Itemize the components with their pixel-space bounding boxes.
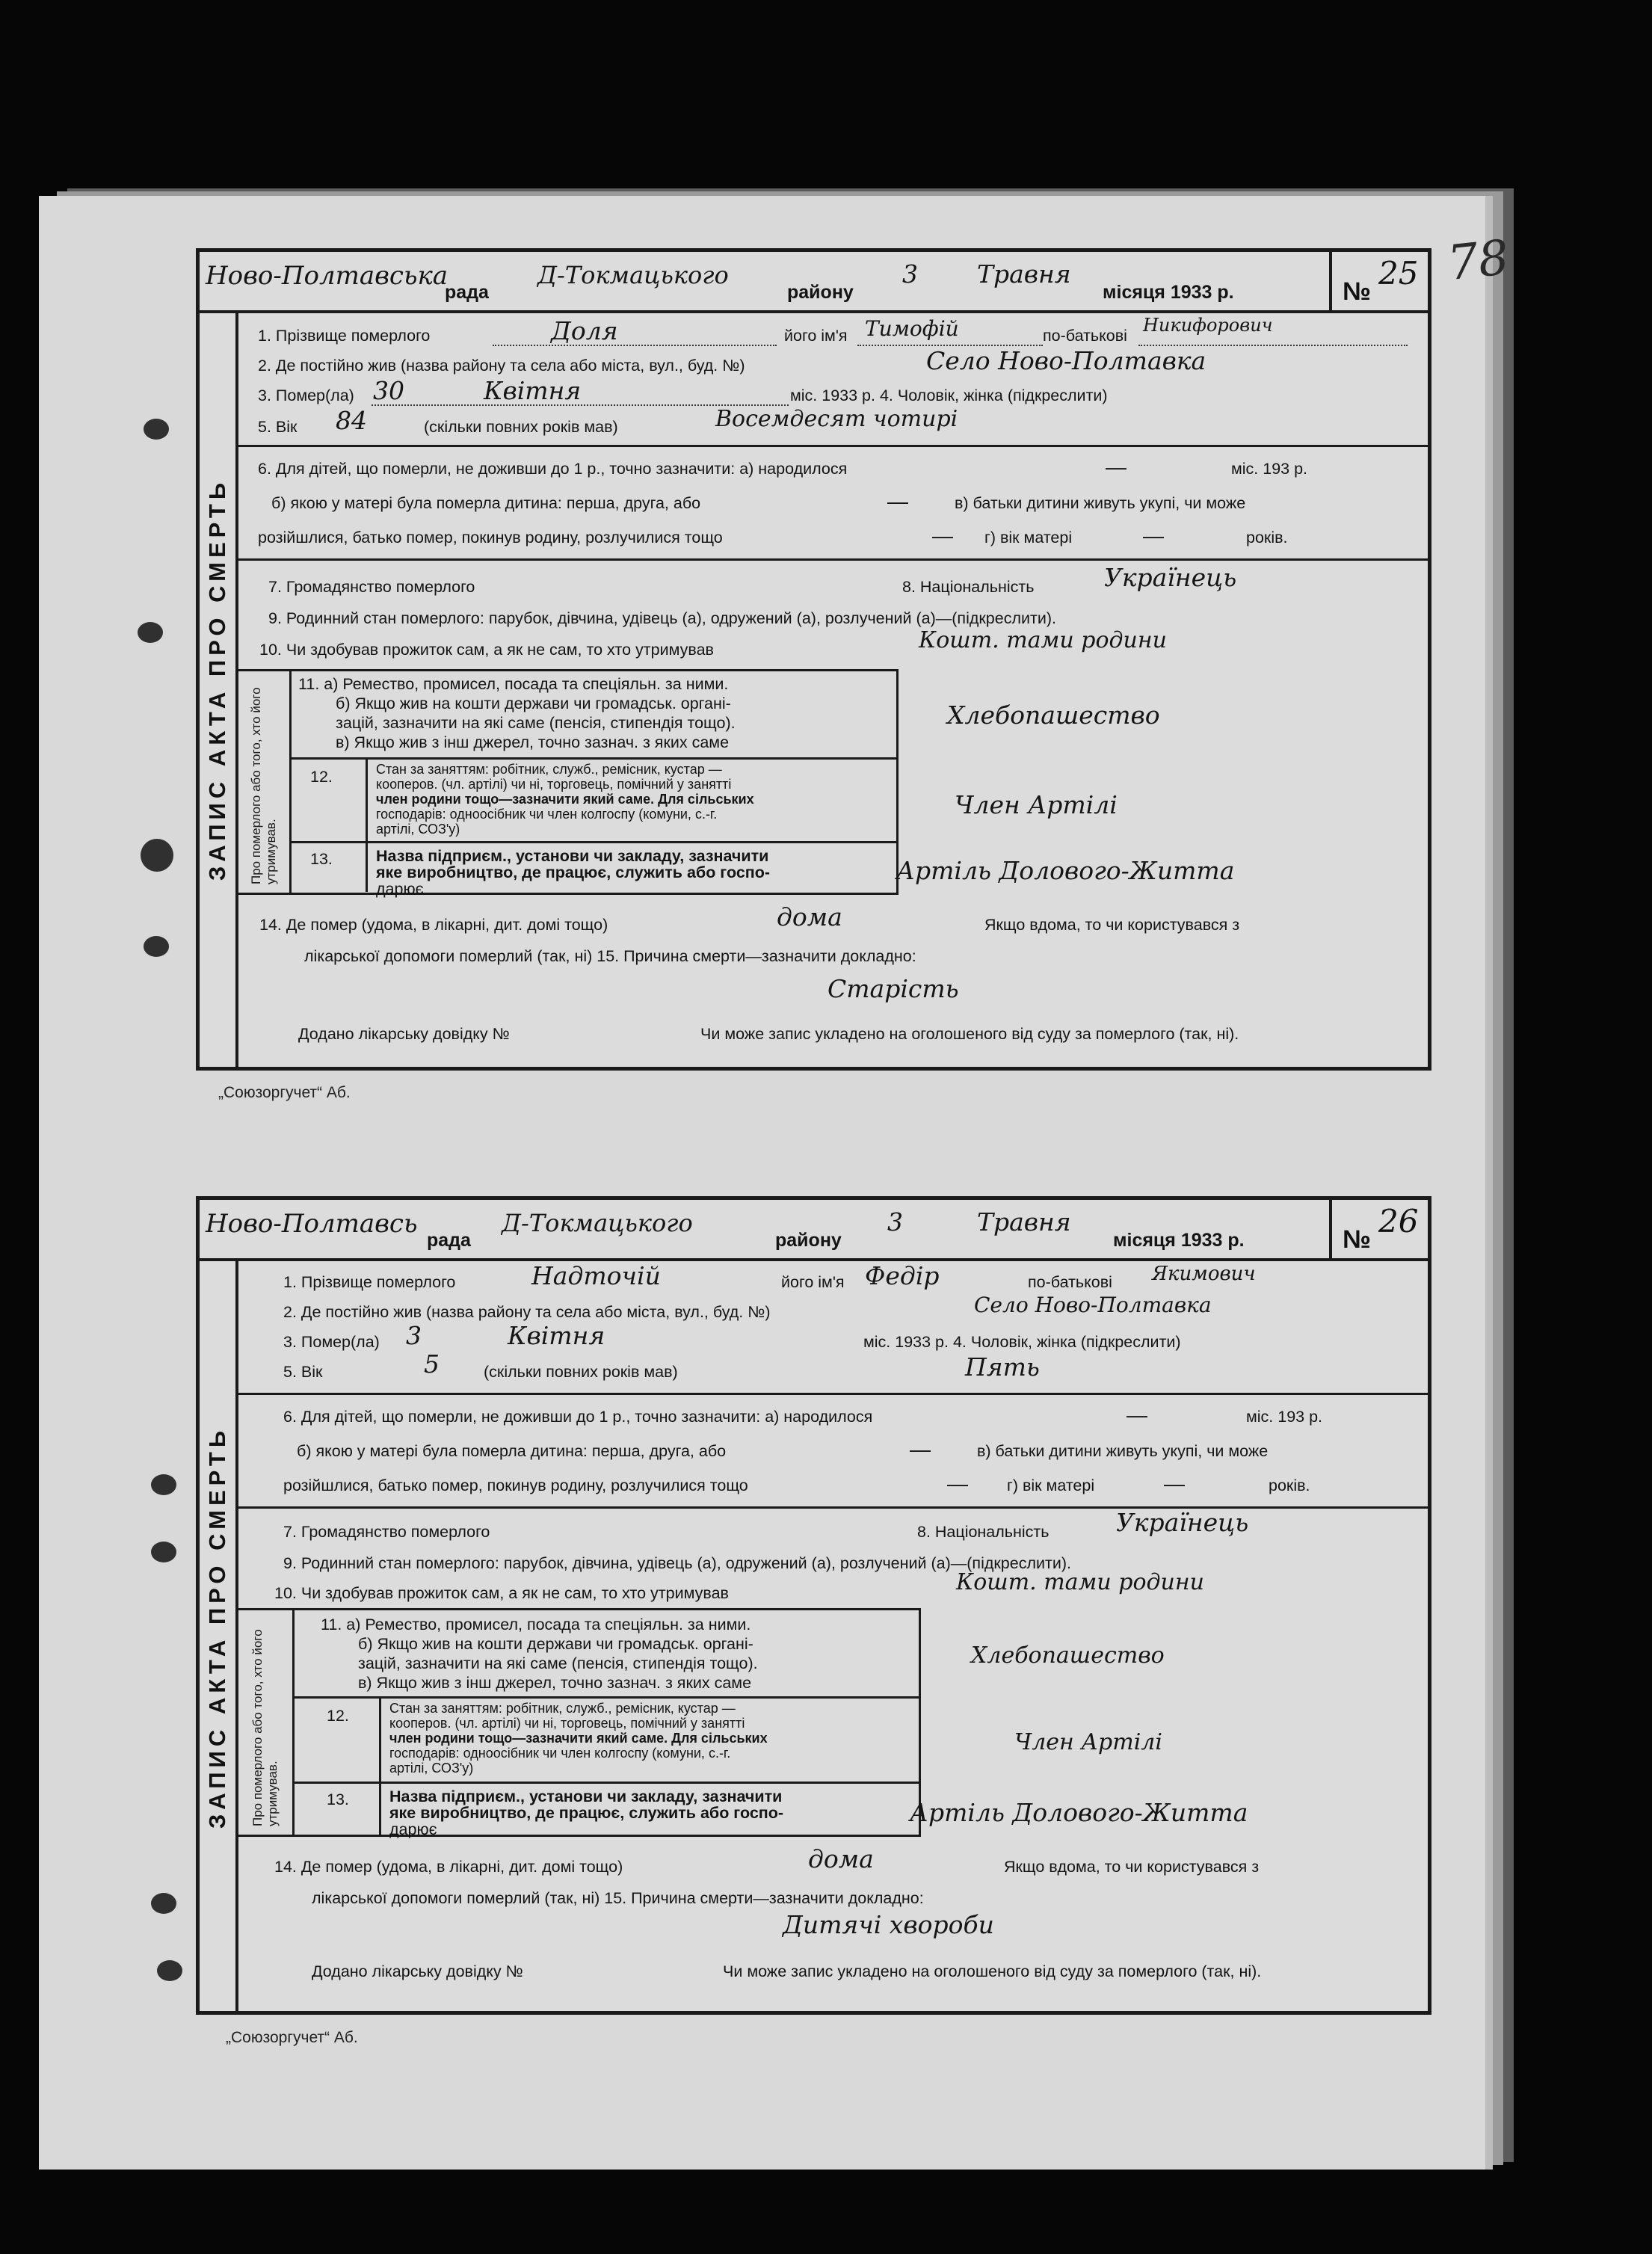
patronymic-value: Якимович [1152, 1263, 1256, 1285]
divider [292, 1782, 920, 1784]
month-year-label: місяця 1933 р. [1113, 1230, 1245, 1251]
workplace-value: Артіль Долового-Житта [896, 856, 1235, 885]
age-label: 5. Вік [258, 418, 298, 436]
name-value: Тимофій [865, 316, 959, 341]
record-number-box [1329, 252, 1428, 310]
death-month-value: Квітня [484, 376, 582, 405]
support-value: Кошт. тами родини [919, 627, 1167, 653]
binding-hole [141, 839, 173, 872]
status-value: Член Артілі [955, 790, 1118, 819]
status-c-label: член родини тощо—зазначити який саме. Для сільських [376, 792, 754, 807]
binding-hole [138, 622, 163, 643]
age-note-label: (скільки повних років мав) [484, 1363, 678, 1381]
court-record-label: Чи може запис укладено на оголошеного від суду за померлого (так, ні). [723, 1962, 1262, 1980]
occupation-c-label: в) Якщо жив з інш джерел, точно зазнач. з яких саме [336, 733, 730, 751]
side-title-column [200, 1258, 238, 2011]
death-record-card [196, 248, 1431, 1071]
mini-side-note: Про померлого або того, хто його утримував. [249, 687, 278, 884]
occupation-b2-label: зацій, зазначити на які саме (пенсія, стипендія тощо). [336, 714, 736, 732]
certificate-label: Додано лікарську довідку № [298, 1025, 510, 1043]
age-value: 5 [424, 1349, 440, 1379]
status-a-label: Стан за заняттям: робітник, служб., ремісник, кустар — [389, 1701, 736, 1716]
died-label: 3. Помер(ла) [258, 387, 354, 404]
status-b-label: кооперов. (чл. артілі) чи ні, торговець, помічний у занятті [389, 1716, 745, 1731]
workplace-number: 13. [327, 1790, 349, 1808]
status-d-label: господарів: одноосібник чи член колгоспу (комуни, с.-г. [376, 807, 718, 822]
status-c-label: член родини тощо—зазначити який саме. Для сільських [389, 1731, 768, 1746]
occupation-b1-label: б) Якщо жив на кошти держави чи громадськ. органі- [336, 695, 731, 712]
divider [366, 757, 368, 892]
divider [289, 841, 899, 843]
status-number: 12. [310, 768, 333, 786]
divider [238, 445, 1428, 447]
record-number: 25 [1378, 255, 1419, 292]
binding-hole [151, 1474, 176, 1495]
occupation-value: Хлебопашество [971, 1642, 1165, 1669]
name-label: його ім'я [784, 327, 848, 345]
status-e-label: артілі, СОЗ'у) [389, 1761, 474, 1776]
home-care-label: Якщо вдома, то чи користувався з [984, 916, 1240, 934]
children-a-dash: — [1126, 1403, 1147, 1426]
rada-label: рада [445, 282, 489, 303]
children-b-label: б) якою у матері була померла дитина: перша, друга, або [271, 494, 701, 512]
nationality-label: 8. Національність [902, 578, 1035, 596]
side-title: ЗАПИС АКТА ПРО СМЕРТЬ [204, 1426, 230, 1829]
record-header [200, 1200, 1428, 1261]
marital-status-label: 9. Родинний стан померлого: парубок, дівчина, удівець (а), одружений (а), розлучений (а)—(підкреслити). [268, 609, 1057, 627]
surname-value: Надточій [531, 1261, 661, 1290]
certificate-label: Додано лікарську довідку № [312, 1962, 523, 1980]
age-note-label: (скільки повних років мав) [424, 418, 618, 436]
nationality-value: Українець [1104, 563, 1237, 592]
surname-underline [493, 345, 777, 346]
children-b-dash: — [887, 490, 908, 513]
children-c-years: років. [1246, 529, 1288, 546]
age-label: 5. Вік [283, 1363, 323, 1381]
occupation-a-label: 11. а) Ремество, промисел, посада та спеціяльн. за ними. [321, 1616, 751, 1633]
children-c-label: розійшлися, батько помер, покинув родину, розлучилися тощо [258, 529, 723, 546]
status-d-label: господарів: одноосібник чи член колгоспу (комуни, с.-г. [389, 1746, 731, 1761]
mini-side-divider [292, 1608, 295, 1835]
occupation-c-label: в) Якщо жив з інш джерел, точно зазнач. з яких саме [358, 1674, 752, 1692]
workplace-b-label: яке виробництво, де працює, служить або госпо- [389, 1804, 784, 1822]
age-words-value: Пять [965, 1352, 1040, 1382]
citizenship-label: 7. Громадянство померлого [283, 1523, 490, 1541]
death-record-card [196, 1196, 1431, 2015]
children-c-dash: — [932, 524, 953, 547]
children-a-end: міс. 193 р. [1246, 1408, 1323, 1426]
workplace-a-label: Назва підприєм., установи чи закладу, зазначити [389, 1788, 783, 1805]
cause-value: Дитячі хвороби [783, 1910, 994, 1939]
patronymic-label: по-батькові [1043, 327, 1127, 345]
children-b-label: б) якою у матері була померла дитина: перша, друга, або [297, 1442, 727, 1460]
name-label: його ім'я [781, 1273, 845, 1291]
occupation-b2-label: зацій, зазначити на які саме (пенсія, стипендія тощо). [358, 1654, 758, 1672]
mini-side-divider [289, 669, 292, 893]
residence-label: 2. Де постійно жив (назва району та села або міста, вул., буд. №) [283, 1303, 771, 1321]
raion-value: Д-Токмацького [502, 1209, 693, 1237]
number-label: № [1343, 1225, 1371, 1254]
workplace-number: 13. [310, 850, 333, 868]
place-of-death-label: 14. Де помер (удома, в лікарні, дит. домі тощо) [274, 1858, 623, 1876]
death-day-value: 30 [373, 376, 404, 405]
children-c-dash2: — [1143, 524, 1164, 547]
children-a-dash: — [1106, 455, 1126, 478]
cause-label: лікарської допомоги померлий (так, ні) 15. Причина смерти—зазначити докладно: [312, 1889, 924, 1907]
children-c-years: років. [1269, 1477, 1310, 1494]
name-value: Федір [865, 1261, 940, 1290]
printer-mark: „Союзоргучет“ Аб. [218, 1084, 351, 1101]
residence-value: Село Ново-Полтавка [926, 346, 1206, 375]
death-month-value: Квітня [508, 1321, 605, 1350]
month-year-label: місяця 1933 р. [1103, 282, 1234, 303]
died-label: 3. Помер(ла) [283, 1333, 380, 1351]
workplace-c-label: дарює [376, 880, 424, 898]
children-b-end: в) батьки дитини живуть укупі, чи може [955, 494, 1246, 512]
age-value: 84 [336, 406, 367, 435]
place-of-death-label: 14. Де помер (удома, в лікарні, дит. домі тощо) [259, 916, 608, 934]
children-c-dash: — [947, 1472, 968, 1495]
court-record-label: Чи може запис укладено на оголошеного від суду за померлого (так, ні). [700, 1025, 1239, 1043]
record-number: 26 [1378, 1203, 1419, 1240]
home-care-label: Якщо вдома, то чи користувався з [1004, 1858, 1260, 1876]
citizenship-label: 7. Громадянство померлого [268, 578, 475, 596]
binding-hole [157, 1960, 182, 1981]
divider [292, 1696, 920, 1699]
raion-label: району [775, 1230, 842, 1251]
children-c-end: г) вік матері [984, 529, 1073, 546]
death-day-value: 3 [406, 1321, 422, 1350]
raion-value: Д-Токмацького [537, 261, 729, 289]
children-a-end: міс. 193 р. [1231, 460, 1308, 478]
patronymic-value: Никифорович [1143, 315, 1273, 336]
workplace-a-label: Назва підприєм., установи чи закладу, зазначити [376, 847, 769, 865]
nationality-label: 8. Національність [917, 1523, 1050, 1541]
children-a-label: 6. Для дітей, що померли, не доживши до 1 р., точно зазначити: а) народилося [283, 1408, 873, 1426]
record-number-box [1329, 1200, 1428, 1258]
status-number: 12. [327, 1707, 349, 1725]
divider [238, 1506, 1428, 1509]
residence-label: 2. Де постійно жив (назва району та села або міста, вул., буд. №) [258, 357, 745, 375]
status-b-label: кооперов. (чл. артілі) чи ні, торговець, помічний у занятті [376, 777, 732, 792]
place-of-death-value: дома [777, 902, 842, 932]
rada-label: рада [427, 1230, 471, 1251]
divider [379, 1696, 381, 1835]
occupation-b1-label: б) Якщо жив на кошти держави чи громадськ. органі- [358, 1635, 753, 1653]
status-value: Член Артілі [1014, 1729, 1163, 1755]
status-a-label: Стан за заняттям: робітник, служб., ремісник, кустар — [376, 762, 722, 777]
place-of-death-value: дома [808, 1844, 874, 1873]
day-value: 3 [887, 1207, 903, 1237]
binding-hole [144, 936, 169, 957]
surname-value: Доля [551, 316, 618, 345]
marital-status-label: 9. Родинний стан померлого: парубок, дівчина, удівець (а), одружений (а), розлучений (а)—(підкреслити). [283, 1554, 1072, 1572]
occupation-a-label: 11. а) Ремество, промисел, посада та спеціяльн. за ними. [298, 675, 729, 693]
death-month-year-label: міс. 1933 р. 4. Чоловік, жінка (підкреслити) [790, 387, 1108, 404]
death-month-year-label: міс. 1933 р. 4. Чоловік, жінка (підкреслити) [863, 1333, 1181, 1351]
day-value: 3 [902, 259, 918, 289]
children-c-label: розійшлися, батько помер, покинув родину, розлучилися тощо [283, 1477, 748, 1494]
cause-value: Старість [827, 974, 959, 1003]
register-page [39, 196, 1512, 2170]
divider [289, 757, 899, 760]
side-title: ЗАПИС АКТА ПРО СМЕРТЬ [204, 478, 230, 881]
binding-hole [151, 1542, 176, 1562]
surname-label: 1. Прізвище померлого [258, 327, 431, 345]
mini-side-note: Про померлого або того, хто його утримував. [250, 1629, 280, 1826]
month-value: Травня [977, 1207, 1071, 1237]
workplace-value: Артіль Долового-Житта [910, 1798, 1248, 1827]
workplace-b-label: яке виробництво, де працює, служить або госпо- [376, 863, 771, 881]
residence-value: Село Ново-Полтавка [974, 1293, 1212, 1317]
divider [238, 1393, 1428, 1395]
side-title-column [200, 310, 238, 1067]
age-words-value: Восемдесят чотирі [715, 406, 958, 432]
rada-value: Ново-Полтавська [206, 261, 449, 291]
children-b-dash: — [910, 1438, 931, 1461]
binding-hole [151, 1893, 176, 1914]
children-c-dash2: — [1164, 1472, 1185, 1495]
rada-value: Ново-Полтавсь [206, 1209, 418, 1239]
binding-hole [144, 419, 169, 440]
record-header [200, 252, 1428, 313]
patronymic-label: по-батькові [1028, 1273, 1112, 1291]
children-c-end: г) вік матері [1007, 1477, 1095, 1494]
children-b-end: в) батьки дитини живуть укупі, чи може [977, 1442, 1269, 1460]
cause-label: лікарської допомоги померлий (так, ні) 15. Причина смерти—зазначити докладно: [304, 947, 916, 965]
number-label: № [1343, 277, 1371, 306]
support-label: 10. Чи здобував прожиток сам, а як не сам, то хто утримував [259, 641, 714, 659]
children-a-label: 6. Для дітей, що померли, не доживши до 1 р., точно зазначити: а) народилося [258, 460, 848, 478]
surname-label: 1. Прізвище померлого [283, 1273, 456, 1291]
page-number: 78 [1445, 230, 1512, 292]
occupation-value: Хлебопашество [947, 700, 1160, 730]
divider [238, 558, 1428, 561]
nationality-value: Українець [1116, 1508, 1249, 1537]
support-label: 10. Чи здобував прожиток сам, а як не сам, то хто утримував [274, 1584, 729, 1602]
workplace-c-label: дарює [389, 1820, 437, 1838]
month-value: Травня [977, 259, 1071, 289]
raion-label: району [787, 282, 854, 303]
status-e-label: артілі, СОЗ'у) [376, 822, 460, 837]
support-value: Кошт. тами родини [956, 1569, 1204, 1595]
printer-mark: „Союзоргучет“ Аб. [226, 2029, 358, 2046]
